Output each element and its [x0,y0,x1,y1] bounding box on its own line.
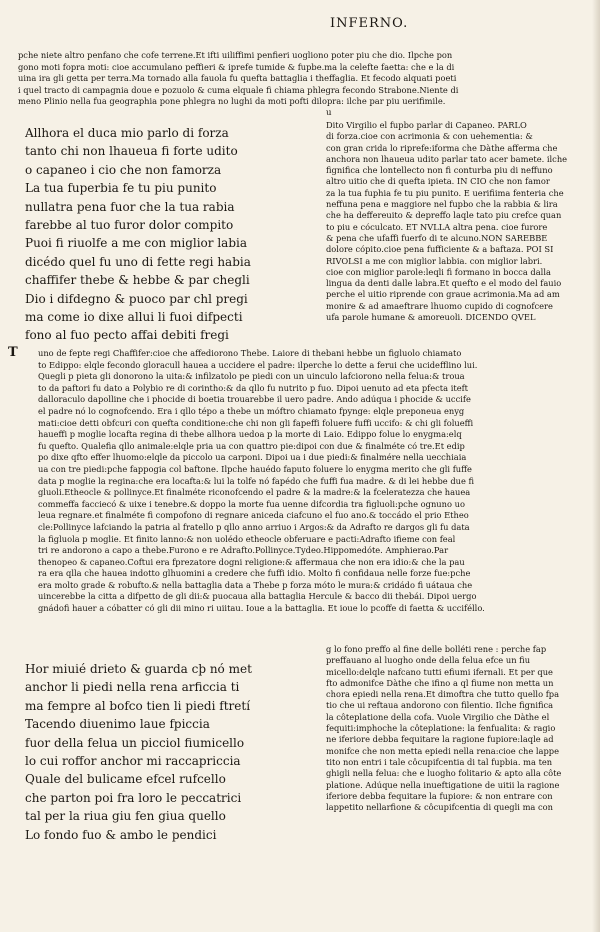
verse-line: Lo fondo fuo & ambo le pendici [25,827,217,842]
verse-line: Dio i difdegno & puoco par chl pregi [25,291,248,306]
commentary-marker: u [326,108,332,118]
commentary-line: uincerebbe la citta a difpetto de gli dii:& puocaua alla battaglia Hercule & bacco dii thebái. Dipoi uergo [38,591,477,602]
commentary-line: Dito Virgilio el fupbo parlar di Capaneo. PARLO [326,120,527,130]
commentary-line: thenopeo & capaneo.Coftui era fprezatore dogni religione:& affermaua che non era idio:& che la pau [38,556,465,567]
commentary-line: fto admonifce Dàthe che ifino a ql fiume non metta un [326,677,554,688]
commentary-line: dalloraculo dapolline che i phocide di boetia trouarebbe il uero padre. Ando adúqua i phocide & uccife [38,394,471,405]
commentary-line: tito non entri i tale côcupifcentia di tal fupbia. ma ten [326,756,553,767]
commentary-line: fignifica che lontellecto non fi conturba piu di neffuno [326,165,553,176]
commentary-line: ufa parole humane & amoreuoli. DICENDO QVEL [326,312,536,323]
commentary-line: di forza.cioe con acrimonia & con uehementia: & [326,131,533,142]
running-header: INFERNO. [330,16,409,31]
commentary-line: leua regnare.et finalméte fi compofono di regnare aniceda ciafcuno el fuo ano.& toccádo el prio Etheo [38,510,469,521]
commentary-line: lappetito nellarfione & côcupifcentia di quegli ma con [326,802,554,813]
verse-line: La tua fuperbia fe tu piu punito [25,181,217,196]
commentary-line: cioe con miglior parole:leqli fi formano in bocca dalla [326,266,551,277]
commentary-line: za la tua fuphia fe tu piu punito. E uerifiima fenteria che [326,187,564,198]
verse-line: tanto chi non lhaueua fi forte udito [25,144,238,159]
commentary-line: perche el uitio riprende con graue acrimonia.Ma ad am [326,289,560,300]
verse-line: fuor della felua un picciol fiumicello [25,735,245,750]
commentary-line: gnádofi hauer a cóbatter có gli dii mino ri uiitau. Ioue a la battaglia. Et ioue lo pcoffe di faetta & ucciféllo. [38,603,485,614]
commentary-line: haueffi p moglie locafta regina di thebe allhora uedoa p la morte di Laio. Edippo folue lo enygma:elq [38,429,462,440]
commentary-line: la figluola p moglie. Et finito lanno:& non uolédo etheocle obferuare e pacti:Adrafto ifieme con feal [38,533,456,544]
commentary-line: anchora non lhaueua udito parlar tato acer bamete. ilche [326,153,568,164]
commentary-line: Quegli p pieta gli donorono la uita:& infilzatolo pe piedi con un uinculo lafciorono nella felua:& troua [38,371,465,382]
commentary-line: tio che ui reftaua andorono con filentio. Ilche fignifica [326,700,554,711]
verse-line: anchor li piedi nella rena arficcia ti [25,680,240,695]
verse-block-1 [25,124,325,345]
commentary-line: fequiti:imphoche la côteplatione: la fenfualita: & ragio [326,723,556,734]
commentary-line: mati:cioe detti obfcuri con quefta conditione:che chi non gli fapeffi foluere fuffi uccifo: & chi gli folueffi [38,417,474,428]
commentary-line: & pena che ufaffi fuerfo di te alcuno.NON SAREBBE [326,232,548,243]
verse-line: o capaneo i cio che non famorza [25,162,222,177]
commentary-line: micello:delqle nafcano tutti efiumi ifernali. Et per que [326,666,553,677]
commentary-line: uno de fepte regi Chaffifer:cioe che affediorono Thebe. Laiore di thebani hebbe un figluolo chiamato [38,348,462,358]
verse-line: Puoi fi riuolfe a me con miglior labia [25,236,247,251]
commentary-line: g lo fono preffo al fine delle bolléti rene : perche fap [326,644,547,654]
commentary-line: lingua da denti dalle labra.Et quefto e el modo del fauio [326,278,562,289]
commentary-line: to Edippo: elqle fecondo gloracull hauea a uccidere el padre: ilperche lo dette a ferui che ucidefflino lui. [38,359,478,370]
commentary-line: commeffa facciecó & uixe i tenebre.& doppo la morte fua uenne difcordia tra figluoli:pche ognuno uo [38,498,465,509]
verse-line: tal per la riua giu fen giua quello [25,809,226,824]
commentary-line: pche niete altro penfano che cofe terrene.Et ifti uiliffimi penfieri uogliono poter piu che dio. Ilpche pon [18,50,453,60]
commentary-line: gluoli.Etheocle & pollinyce.Et finalméte riconofcendo el padre & la madre:& la fceleratezza che hauea [38,487,471,498]
verse-line: fono al fuo pecto affai debiti fregi [25,328,229,343]
commentary-line: neffuna pena e maggiore nel fupbo che la rabbia & lira [326,199,558,210]
verse-line: dicédo quel fu uno di fette regi habia [25,254,251,269]
verse-line: Quale del bulicame efcel rufcello [25,772,226,787]
commentary-block-1 [326,120,588,323]
commentary-line: el padre nó lo cognofcendo. Era i qllo tépo a thebe un móftro chiamato fpynge: elqle preponeua enyg [38,405,465,416]
commentary-line: ra era qlla che hauea indotto glhuomini a credere che fuffi idio. Molto fi confidaua nelle forze fue:pche [38,568,471,579]
verse-line: ma fempre al bofco tien li piedi ftretí [25,698,251,713]
commentary-line: monire & ad amaeftrare lhuomo cupido di cognofcere [326,300,553,311]
verse-line: Hor miuié drieto & guarda cþ nó met [25,662,252,676]
commentary-line: fu quefto. Qualefia qllo animale:elqle pria ua con quattro pie:dipoi con due & finalméte có tre.Et edip [38,440,465,451]
commentary-line: RIVOLSI a me con miglior labbia. con miglior labri. [326,255,543,266]
commentary-line: ua con tre piedi:pche fappogia col baftone. Ilpche hauédo faputo foluere lo enygma merito che gli fuffe [38,463,472,474]
initial-letter: T [8,345,18,360]
commentary-line: data p moglie la regina:che era locafta:& lui la tolfe nó fapédo che fuffi fua madre. & di lei hebbe due fi [38,475,475,486]
commentary-line: po dixe qfto effer lhuomo:elqle da piccolo ua carponi. Dipoi ua i due piedi:& finalmére nella uecchiaia [38,452,467,463]
commentary-line: era molto grade & robufto.& nella battaglia data a Thebe p forza móto le mura:& cridádo fi uátaua che [38,579,473,590]
commentary-line: altro uitio che di quefta ipieta. IN CIO che non famor [326,176,550,187]
commentary-line: cle:Pollinyce lafciando la patria al fratello p qllo anno arriuo i Argos:& da Adrafto re dargos gli fu data [38,521,470,532]
commentary-line: iferiore debba fequitare la fupiore: & non entrare con [326,790,553,801]
verse-line: chaffifer thebe & hebbe & par chegli [25,273,250,288]
commentary-line: ne iferiore debba fequitare la ragione fupiore:laqle ad [326,734,554,745]
commentary-block-2 [326,644,588,813]
verse-line: ma come io dixe allui li fuoi difpecti [25,310,243,325]
commentary-line: to da paftori fu dato a Polybio re di corintho:& da qllo fu nutrito p fuo. Dipoi uenuto ad eta pfecta iteft [38,382,469,393]
commentary-line: meno Plinio nella fua geographia pone phlegra no lughi da moti pofti dilopra: ilche par piu uerifimile. [18,96,446,106]
commentary-line: che ha deffereuito & depreffo laqle tato piu crefce quan [326,210,562,221]
verse-line: lo cui roffor anchor mi raccapriccia [25,754,241,769]
commentary-line: monifce che non metta epiedi nella rena:cioe che lappe [326,745,560,756]
commentary-line: ghigli nella felua: che e luogho folitario & apto alla côte [326,768,562,779]
commentary-full-width [38,348,590,615]
commentary-line: dolore cópito.cioe pena fufficiente & a baftaza. POI SI [326,244,554,255]
verse-block-2 [25,660,325,844]
verse-line: Allhora el duca mio parlo di forza [25,126,229,140]
commentary-line: to piu e cóculcato. ET NVLLA altra pena. cioe furore [326,221,548,232]
commentary-line: uina ira gli getta per terra.Ma tornado alla fauola fu quefta battaglia i theffaglia. Et fecodo alquati poeti [18,73,457,83]
verse-line: Tacendo diuenimo laue fpiccia [25,717,210,732]
commentary-line: preffauano al luogho onde della felua efce un fiu [326,655,531,666]
commentary-line: platione. Adúque nella inueftigatione de uitii la ragione [326,779,560,790]
verse-line: che parton poi fra loro le peccatrici [25,790,242,805]
commentary-line: chora epiedi nella rena.Et dimoftra che tutto quello fpa [326,689,560,700]
commentary-line: tri re andorono a capo a thebe.Furono e re Adrafto.Pollinyce.Tydeo.Hippomedóte. Amphierao.Par [38,545,449,556]
commentary-head [18,50,588,108]
verse-line: nullatra pena fuor che la tua rabia [25,199,235,214]
commentary-line: gono moti fopra moti: cioe accumulano peffieri & iprefe tumide & fupbe.ma la celefte faetta: che e la di [18,61,455,72]
commentary-line: con gran crida lo riprefe:iforma che Dàthe afferma che [326,142,558,153]
commentary-line: i quel tracto di campagnia doue e pozuolo & cuma elquale fi chiama phlegra fecondo Strabone.Niente di [18,84,459,95]
verse-line: farebbe al tuo furor dolor compito [25,218,234,233]
commentary-line: la côteplatione della cofa. Vuole Virgilio che Dàthe el [326,711,550,722]
